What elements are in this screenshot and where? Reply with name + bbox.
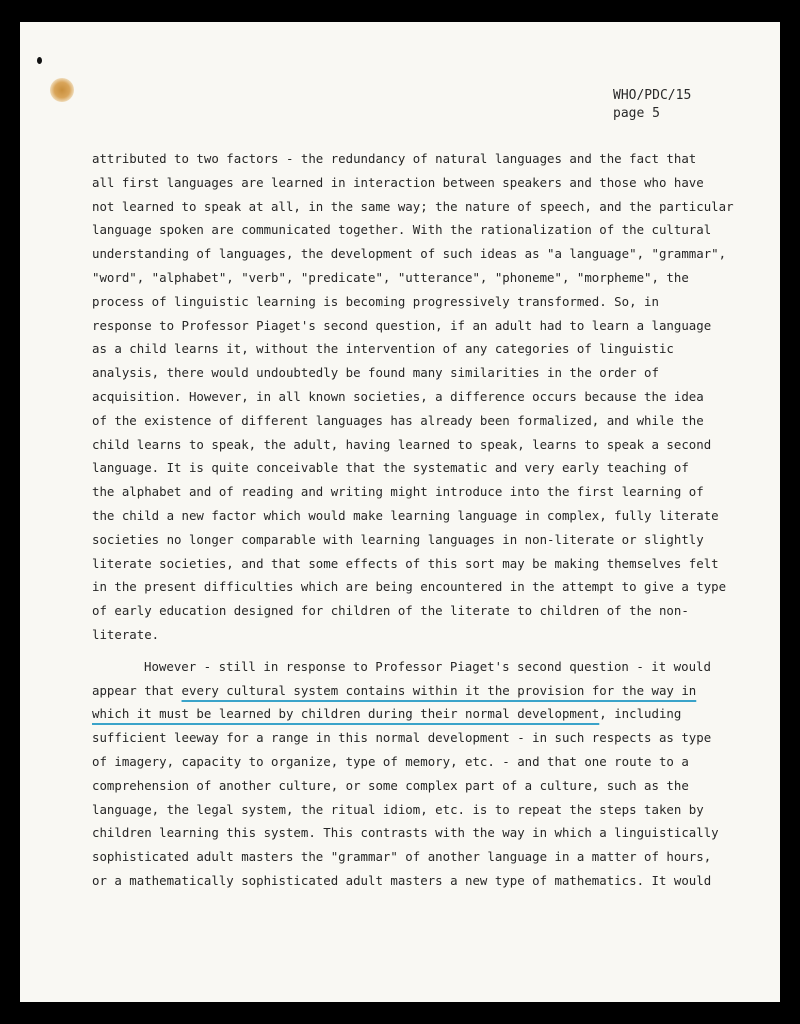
- text-line: as a child learns it, without the intervention of any categories of linguistic: [92, 341, 674, 357]
- text-line: language, the legal system, the ritual idiom, etc. is to repeat the steps taken by: [92, 801, 704, 817]
- underlined-text: every cultural system contains within it the provision for the way in: [181, 682, 697, 698]
- text-line: not learned to speak at all, in the same way; the nature of speech, and the particular: [92, 198, 734, 214]
- document-header: [613, 87, 691, 123]
- document-id: WHO/PDC/15: [613, 88, 692, 103]
- text-line: societies no longer comparable with learning languages in non-literate or slightly: [92, 531, 704, 547]
- paragraph-gap: [92, 647, 752, 655]
- text-line: child learns to speak, the adult, having learned to speak, learns to speak a second: [92, 436, 712, 452]
- text-line: the child a new factor which would make learning language in complex, fully literate: [92, 507, 719, 523]
- text-line: sufficient leeway for a range in this normal development - in such respects as type: [92, 730, 712, 746]
- paragraph-first-line: However - still in response to Professor Piaget's second question - it would: [144, 658, 711, 674]
- text-line: language. It is quite conceivable that the systematic and very early teaching of: [92, 460, 689, 476]
- text-line: attributed to two factors - the redundancy of natural languages and the fact that: [92, 151, 697, 166]
- document-body: [92, 147, 752, 893]
- text-line: of imagery, capacity to organize, type of memory, etc. - and that one route to a: [92, 753, 689, 769]
- text-line: or a mathematically sophisticated adult masters a new type of mathematics. It would: [92, 872, 712, 888]
- underlined-text: which it must be learned by children during their normal development: [92, 706, 600, 722]
- punch-mark: [37, 57, 42, 64]
- text-line: of the existence of different languages has already been formalized, and while the: [92, 412, 704, 428]
- stain-mark: [50, 78, 74, 102]
- text-line: "word", "alphabet", "verb", "predicate", "utterance", "phoneme", "morpheme", the: [92, 269, 689, 285]
- text-line: [92, 679, 752, 703]
- text-fragment: , including: [599, 706, 682, 722]
- page-number: page 5: [613, 106, 660, 121]
- text-line: the alphabet and of reading and writing might introduce into the first learning of: [92, 484, 704, 500]
- text-line: comprehension of another culture, or some complex part of a culture, such as the: [92, 777, 689, 793]
- text-line: response to Professor Piaget's second question, if an adult had to learn a language: [92, 317, 712, 333]
- text-line: understanding of languages, the development of such ideas as "a language", "grammar",: [92, 246, 727, 262]
- text-line: of early education designed for children of the literate to children of the non-: [92, 603, 689, 619]
- text-line: language spoken are communicated together. With the rationalization of the cultural: [92, 222, 712, 238]
- text-line: all first languages are learned in interaction between speakers and those who have: [92, 174, 704, 190]
- text-fragment: appear that: [92, 682, 182, 698]
- text-line: analysis, there would undoubtedly be found many similarities in the order of: [92, 365, 659, 381]
- text-line: acquisition. However, in all known societies, a difference occurs because the idea: [92, 388, 704, 404]
- text-line: literate.: [92, 626, 160, 642]
- text-line: literate societies, and that some effects of this sort may be making themselves felt: [92, 555, 719, 571]
- text-line: [92, 702, 752, 726]
- text-line: in the present difficulties which are being encountered in the attempt to give a type: [92, 579, 727, 595]
- text-line: sophisticated adult masters the "grammar" of another language in a matter of hours,: [92, 849, 712, 865]
- text-line: children learning this system. This contrasts with the way in which a linguistically: [92, 825, 719, 841]
- text-line: process of linguistic learning is becoming progressively transformed. So, in: [92, 293, 659, 309]
